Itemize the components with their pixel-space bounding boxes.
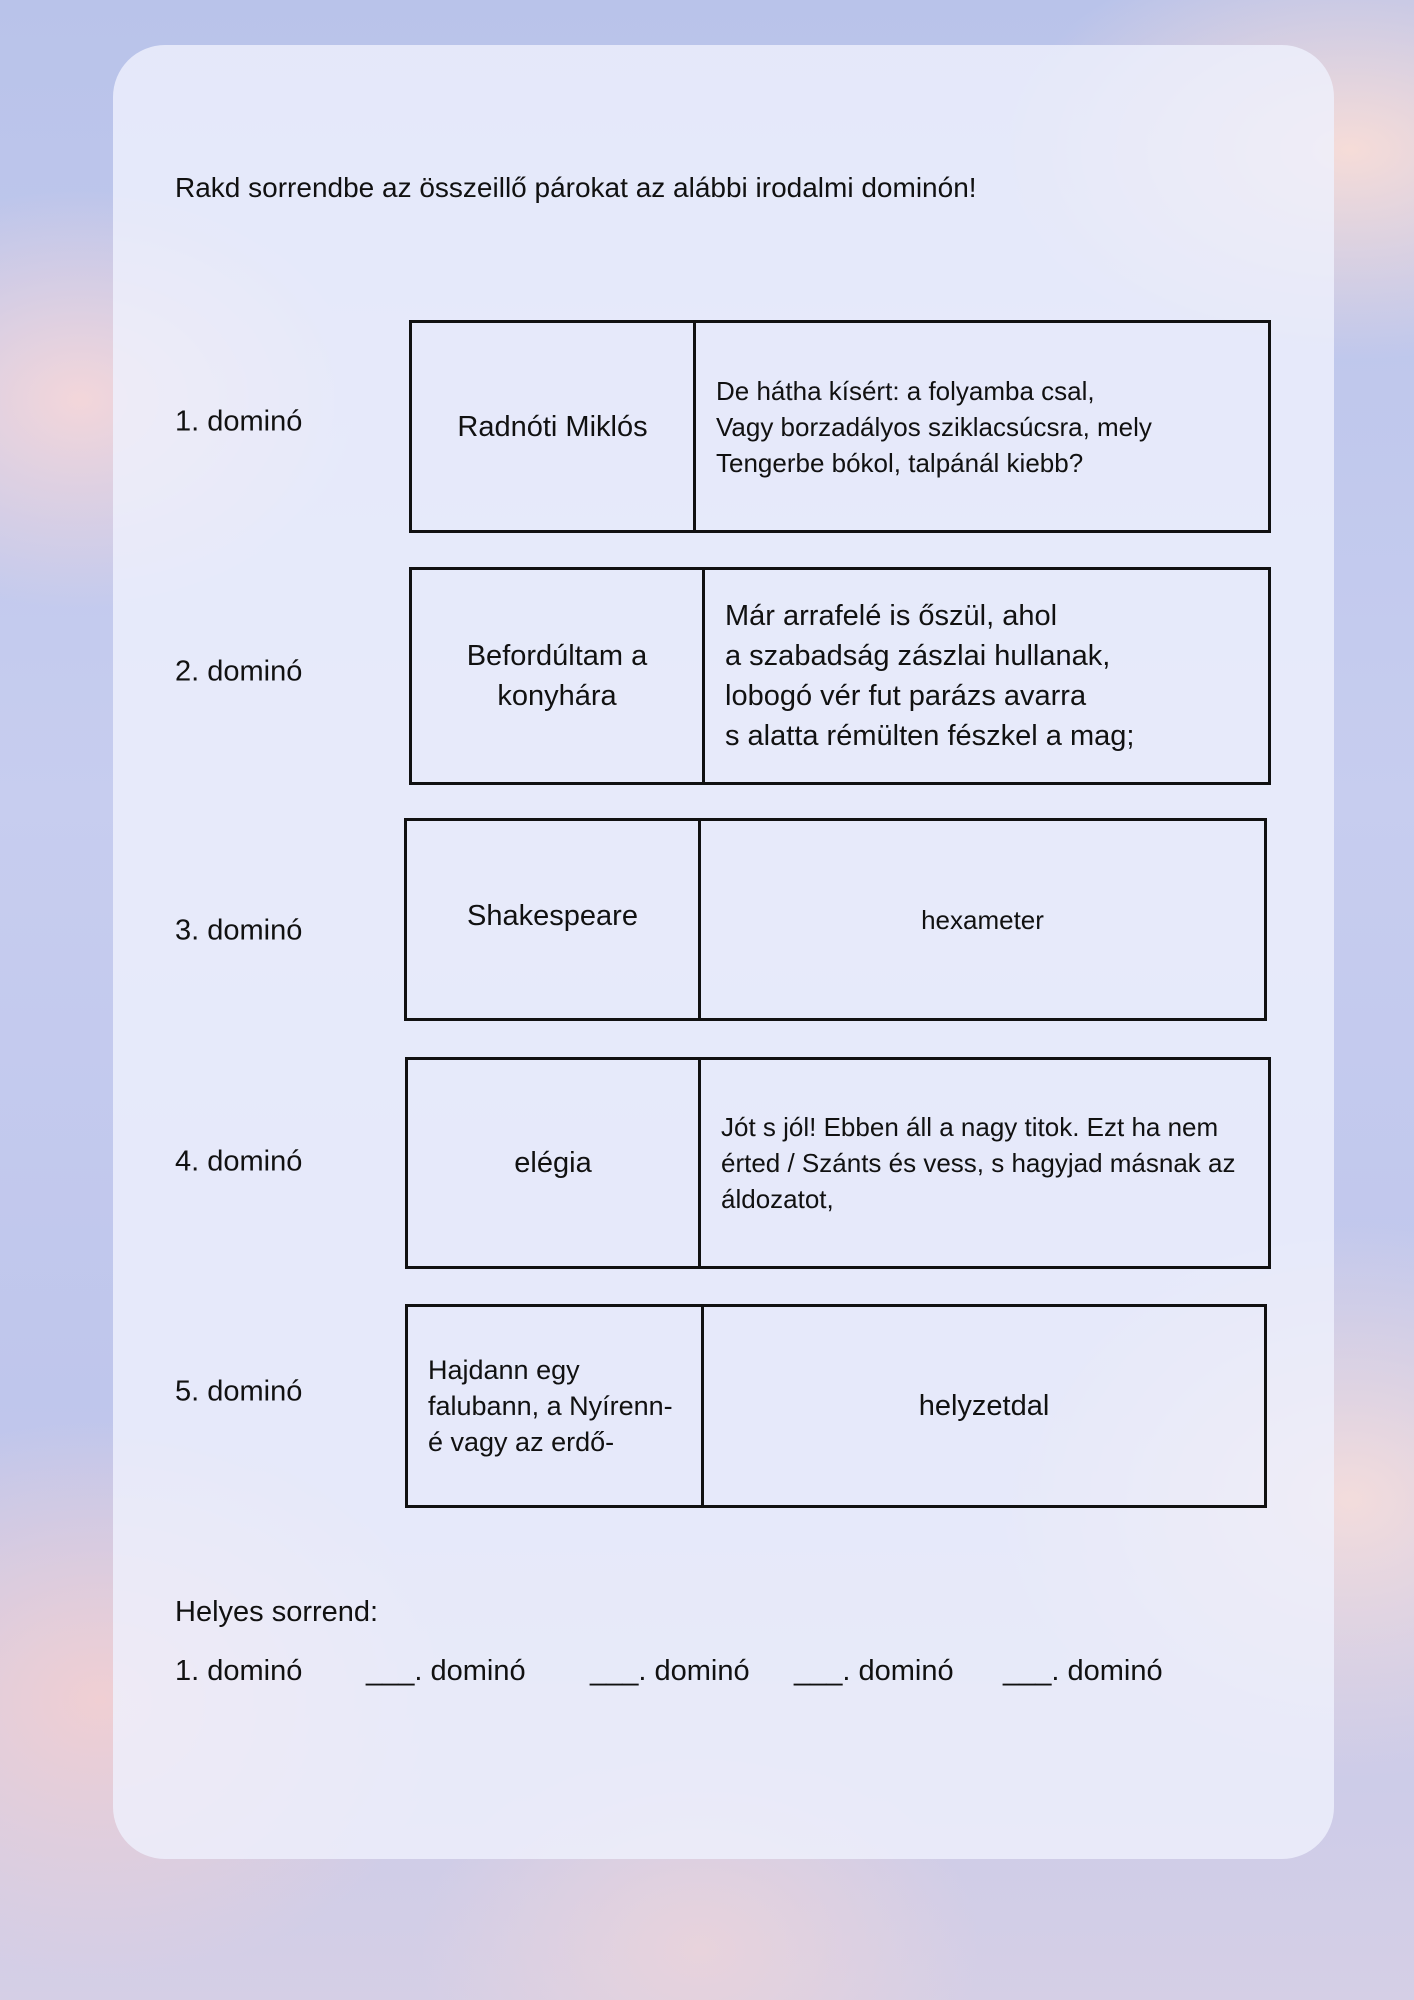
order-slot-3[interactable]: ___. dominó: [590, 1655, 750, 1687]
domino-right: [705, 570, 1268, 782]
verse-line: lobogó vér fut parázs avarra: [725, 680, 1087, 712]
domino-1: [409, 320, 1271, 533]
domino-right: [696, 323, 1268, 530]
order-slot-4[interactable]: ___. dominó: [794, 1655, 954, 1687]
order-slot-1: 1. dominó: [175, 1655, 303, 1687]
verse-line: Tengerbe bókol, talpánál kiebb?: [716, 447, 1084, 478]
domino-5: [405, 1304, 1267, 1508]
domino-label: 4. dominó: [175, 1145, 303, 1178]
domino-label: 2. dominó: [175, 655, 303, 688]
verse-line: Már arrafelé is őszül, ahol: [725, 600, 1058, 632]
answer-heading: Helyes sorrend:: [175, 1596, 379, 1628]
domino-right: Jót s jól! Ebben áll a nagy titok. Ezt ha nem érted / Szánts és vess, s hagyjad másnak az áldozatot,: [721, 1112, 1236, 1214]
domino-label: 1. dominó: [175, 405, 303, 438]
verse-line: a szabadság zászlai hullanak,: [725, 640, 1111, 672]
domino-right: hexameter: [921, 904, 1044, 935]
domino-label: 5. dominó: [175, 1375, 303, 1408]
domino-right: helyzetdal: [918, 1390, 1050, 1422]
order-slot-5[interactable]: ___. dominó: [1003, 1655, 1163, 1687]
domino-3: [404, 818, 1267, 1021]
domino-left: Shakespeare: [407, 821, 701, 1018]
instruction: Rakd sorrendbe az összeillő párokat az alábbi irodalmi dominón!: [175, 172, 977, 203]
domino-left: elégia: [408, 1060, 701, 1266]
domino-left: Radnóti Miklós: [412, 323, 696, 530]
domino-left: Befordúltam a konyhára: [412, 570, 705, 782]
verse-line: s alatta rémülten fészkel a mag;: [725, 720, 1135, 752]
domino-left: Hajdann egy falubann, a Nyírenn-é vagy az erdő-: [408, 1307, 704, 1505]
verse-line: De hátha kísért: a folyamba csal,: [716, 375, 1095, 406]
domino-2: [409, 567, 1271, 785]
domino-label: 3. dominó: [175, 914, 303, 947]
order-slot-2[interactable]: ___. dominó: [366, 1655, 526, 1687]
verse-line: Vagy borzadályos sziklacsúcsra, mely: [716, 411, 1152, 442]
domino-4: [405, 1057, 1271, 1269]
